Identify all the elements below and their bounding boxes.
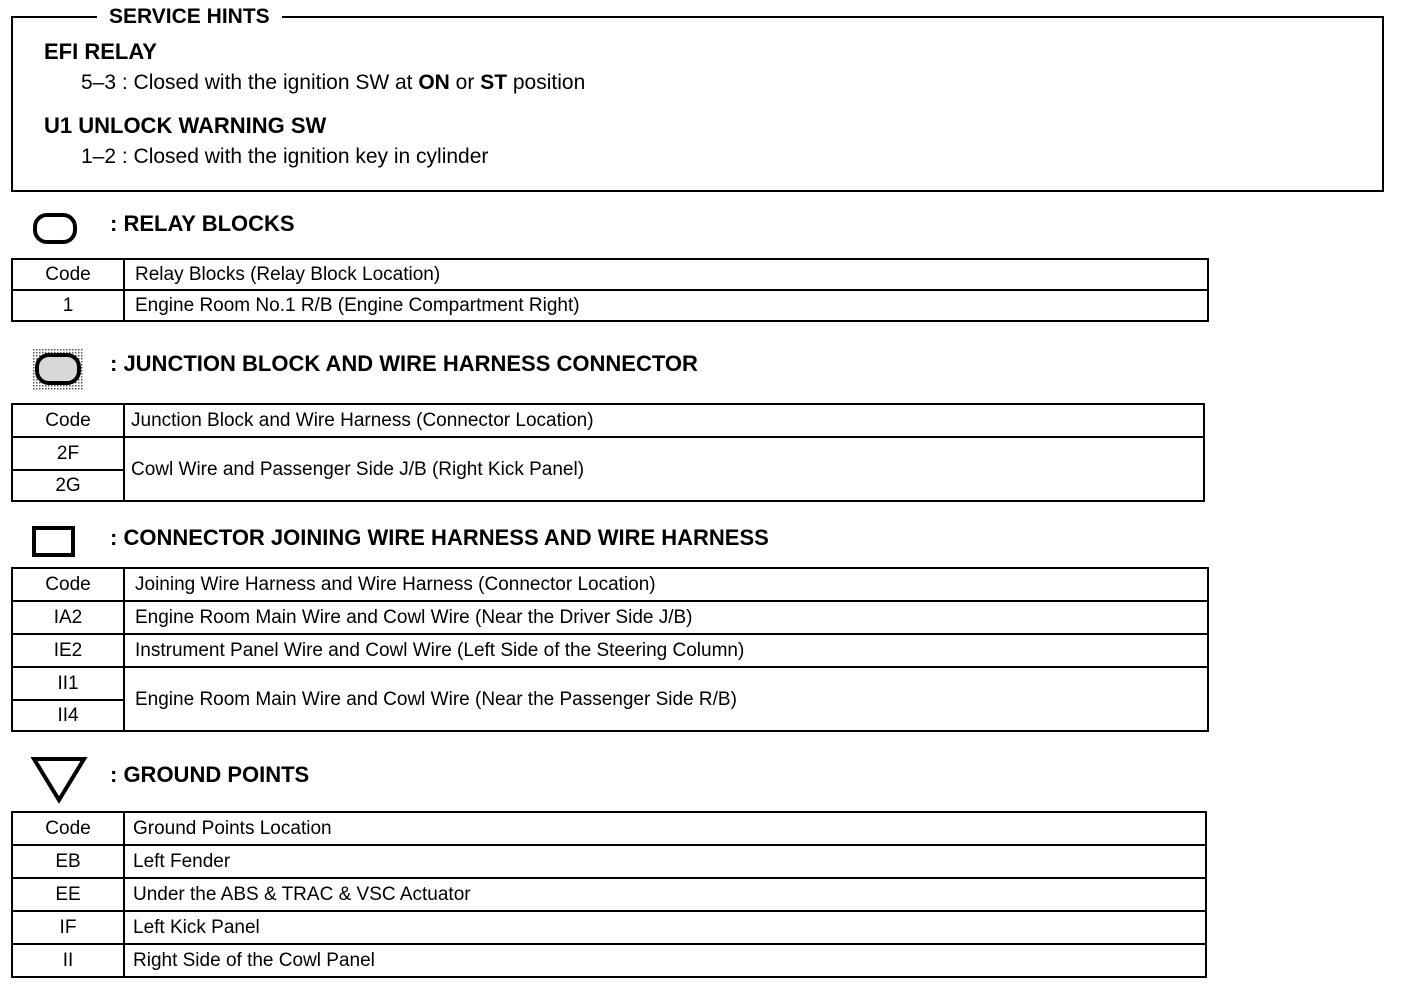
code-header: Code xyxy=(12,259,124,290)
table-row xyxy=(12,878,1206,911)
efi-relay-hint-on: ON xyxy=(418,71,450,94)
location-header: Junction Block and Wire Harness (Connector Location) xyxy=(124,404,1204,437)
location-cell: Under the ABS & TRAC & VSC Actuator xyxy=(124,878,1206,911)
junction-block-title: : JUNCTION BLOCK AND WIRE HARNESS CONNECTOR xyxy=(110,351,698,376)
efi-relay-heading: EFI RELAY xyxy=(44,39,157,64)
efi-relay-hint-st: ST xyxy=(480,71,508,94)
efi-relay-hint-pre: 5–3 : Closed with the ignition SW at xyxy=(81,71,419,94)
unlock-warning-sw-hint: 1–2 : Closed with the ignition key in cylinder xyxy=(81,145,489,168)
unlock-warning-sw-heading: U1 UNLOCK WARNING SW xyxy=(44,113,327,138)
table-header-row xyxy=(12,404,1204,437)
table-row xyxy=(12,601,1208,634)
service-hints-title: SERVICE HINTS xyxy=(97,4,282,30)
code-cell: 2F xyxy=(12,437,124,470)
service-hints-box xyxy=(11,5,1384,192)
joining-connector-table xyxy=(11,567,1209,732)
efi-relay-hint-post: position xyxy=(507,71,586,94)
location-header: Ground Points Location xyxy=(124,812,1206,845)
location-cell: Left Kick Panel xyxy=(124,911,1206,944)
table-header-row xyxy=(12,568,1208,601)
code-cell: IF xyxy=(12,911,124,944)
code-cell: II1 xyxy=(12,667,124,700)
code-cell: II4 xyxy=(12,700,124,731)
table-row xyxy=(12,634,1208,667)
joining-connector-title: : CONNECTOR JOINING WIRE HARNESS AND WIRE HARNESS xyxy=(110,525,769,550)
location-cell: Right Side of the Cowl Panel xyxy=(124,944,1206,977)
table-row xyxy=(12,845,1206,878)
code-header: Code xyxy=(12,568,124,601)
location-cell: Cowl Wire and Passenger Side J/B (Right Kick Panel) xyxy=(124,437,1204,501)
table-header-row xyxy=(12,259,1208,290)
location-cell: Engine Room No.1 R/B (Engine Compartment Right) xyxy=(124,290,1208,321)
code-cell: 2G xyxy=(12,470,124,501)
table-row xyxy=(12,290,1208,321)
code-cell: II xyxy=(12,944,124,977)
code-cell: EE xyxy=(12,878,124,911)
table-row xyxy=(12,667,1208,700)
table-header-row xyxy=(12,812,1206,845)
rounded-rectangle-icon xyxy=(32,212,78,246)
shaded-rounded-rectangle-icon xyxy=(30,346,86,392)
rectangle-icon xyxy=(31,524,77,558)
location-header: Relay Blocks (Relay Block Location) xyxy=(124,259,1208,290)
relay-blocks-title: : RELAY BLOCKS xyxy=(110,211,295,236)
junction-block-table xyxy=(11,403,1205,502)
code-cell: IE2 xyxy=(12,634,124,667)
code-cell: 1 xyxy=(12,290,124,321)
location-cell: Engine Room Main Wire and Cowl Wire (Near the Driver Side J/B) xyxy=(124,601,1208,634)
down-triangle-icon xyxy=(30,755,88,805)
location-header: Joining Wire Harness and Wire Harness (Connector Location) xyxy=(124,568,1208,601)
code-header: Code xyxy=(12,404,124,437)
code-cell: EB xyxy=(12,845,124,878)
ground-points-table xyxy=(11,811,1207,978)
table-row xyxy=(12,944,1206,977)
table-row xyxy=(12,437,1204,470)
ground-points-title: : GROUND POINTS xyxy=(110,762,310,787)
location-cell: Instrument Panel Wire and Cowl Wire (Left Side of the Steering Column) xyxy=(124,634,1208,667)
efi-relay-hint xyxy=(81,70,585,96)
code-cell: IA2 xyxy=(12,601,124,634)
table-row xyxy=(12,911,1206,944)
location-cell: Engine Room Main Wire and Cowl Wire (Near the Passenger Side R/B) xyxy=(124,667,1208,731)
relay-blocks-table xyxy=(11,258,1209,322)
code-header: Code xyxy=(12,812,124,845)
location-cell: Left Fender xyxy=(124,845,1206,878)
efi-relay-hint-mid: or xyxy=(449,71,481,94)
